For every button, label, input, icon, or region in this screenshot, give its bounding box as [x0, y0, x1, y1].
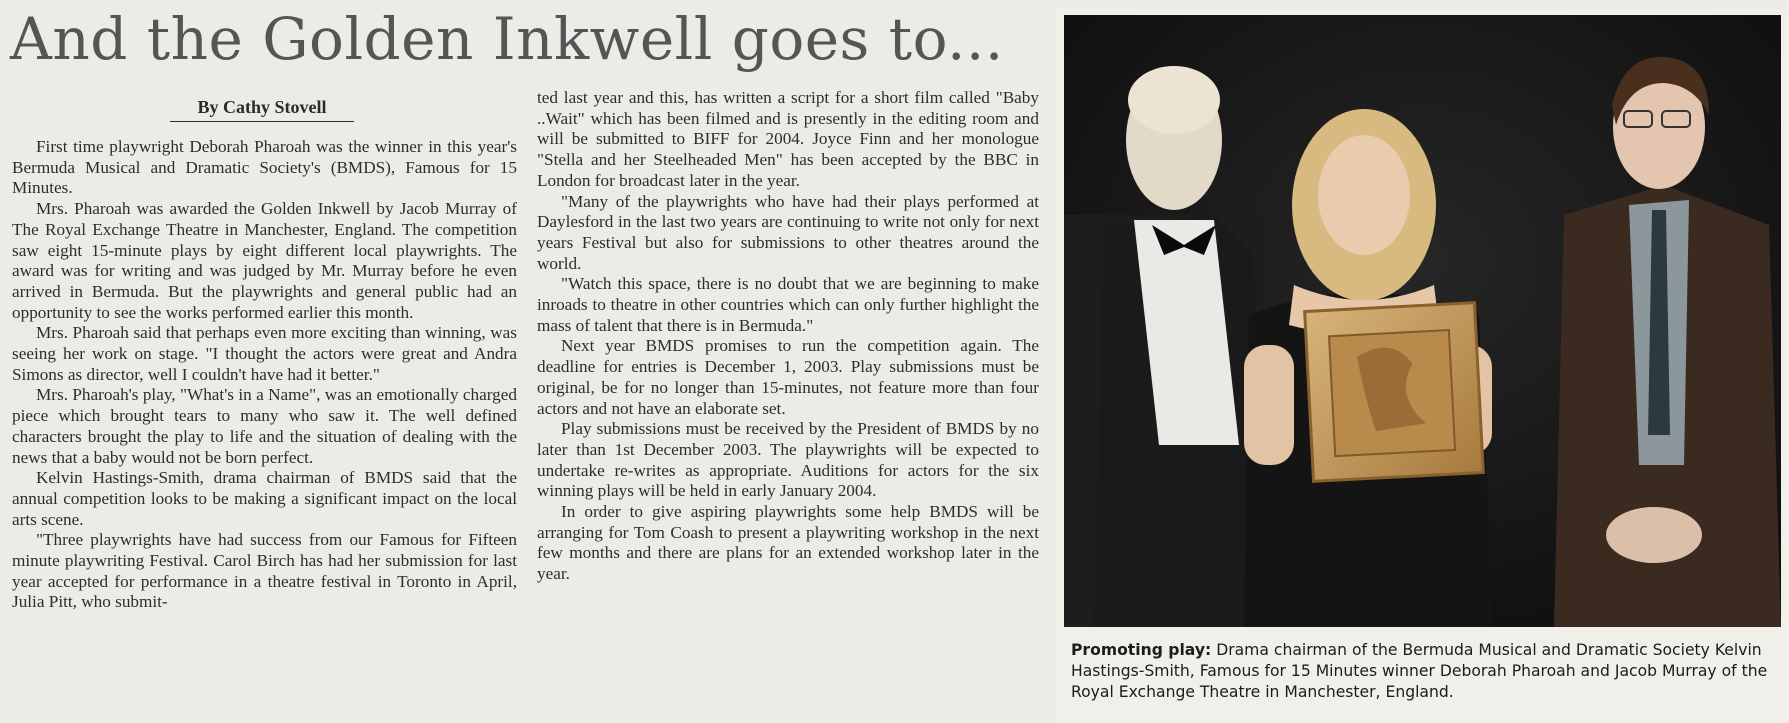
- golden-inkwell-plaque: [1305, 303, 1484, 482]
- caption-text: Drama chairman of the Bermuda Musical and Dramatic Society Kelvin Hastings-Smith, Famous for 15 Minutes winner Deborah Pharoah and Jacob Murray of the Royal Exchange Theatre in Manchester, England.: [1071, 641, 1768, 701]
- paragraph: First time playwright Deborah Pharoah was the winner in this year's Bermuda Musical and Dramatic Society's (BMDS), Famous for 15 Minutes.: [12, 137, 517, 198]
- paragraph: Mrs. Pharoah said that perhaps even more exciting than winning, was seeing her work on stage. "I thought the actors were great and Andra Simons as director, well I couldn't have had it better.": [12, 323, 517, 384]
- paragraph: ted last year and this, has written a script for a short film called "Baby ..Wait" which has been filmed and is presently in the editing room and will be submitted to BIFF for 2004. Joyce Finn and her monologue "Stella and her Steelheaded Men" has been accepted by the BBC in London for broadcast later in the year.: [537, 88, 1039, 190]
- paragraph: "Watch this space, there is no doubt that we are beginning to make inroads to theatre in other countries which can only further highlight the mass of talent that there is in Bermuda.": [537, 274, 1039, 335]
- paragraph: Next year BMDS promises to run the competition again. The deadline for entries is December 1, 2003. Play submissions must be original, be for no longer than 15-minutes, not feature more than four actors and not have an elaborate set.: [537, 336, 1039, 418]
- paragraph: Kelvin Hastings-Smith, drama chairman of BMDS said that the annual competition looks to be making a significant impact on the local arts scene.: [12, 468, 517, 529]
- paragraph: "Many of the playwrights who have had their plays performed at Daylesford in the last two years are continuing to write not only for next years Festival but also for submissions to other theatres around the world.: [537, 191, 1039, 273]
- award-photo-illustration: [1064, 15, 1781, 627]
- article-column-1: [12, 137, 517, 613]
- byline: By Cathy Stovell: [170, 96, 354, 122]
- paragraph: In order to give aspiring playwrights some help BMDS will be arranging for Tom Coash to present a playwriting workshop in the next few months and there are plans for an extended workshop later in the year.: [537, 502, 1039, 584]
- paragraph: Mrs. Pharoah's play, "What's in a Name", was an emotionally charged piece which brought tears to many who saw it. The well defined characters brought the play to life and the situation of dealing with the news that a baby would not be born perfect.: [12, 385, 517, 467]
- photo-caption: [1071, 640, 1783, 703]
- article-column-2: [537, 88, 1039, 585]
- paragraph: "Three playwrights have had success from our Famous for Fifteen minute playwriting Festival. Carol Birch has had her submission for last year accepted for performance in a theatre festival in Toronto in April, Julia Pitt, who submit-: [12, 530, 517, 612]
- award-photo: [1064, 15, 1781, 627]
- caption-label: Promoting play:: [1071, 641, 1212, 659]
- paragraph: Mrs. Pharoah was awarded the Golden Inkwell by Jacob Murray of The Royal Exchange Theatre in Manchester, England. The competition saw eight 15-minute plays by eight different local playwrights. The award was for writing and was judged by Mr. Murray before he even arrived in Bermuda. But the playwrights and general public had an opportunity to see the works performed earlier this month.: [12, 199, 517, 322]
- headline: And the Golden Inkwell goes to...: [10, 5, 1004, 73]
- paragraph: Play submissions must be received by the President of BMDS by no later than 1st December 2003. The playwrights will be expected to undertake re-writes as appropriate. Auditions for actors for the six winning plays will be held in early January 2004.: [537, 419, 1039, 501]
